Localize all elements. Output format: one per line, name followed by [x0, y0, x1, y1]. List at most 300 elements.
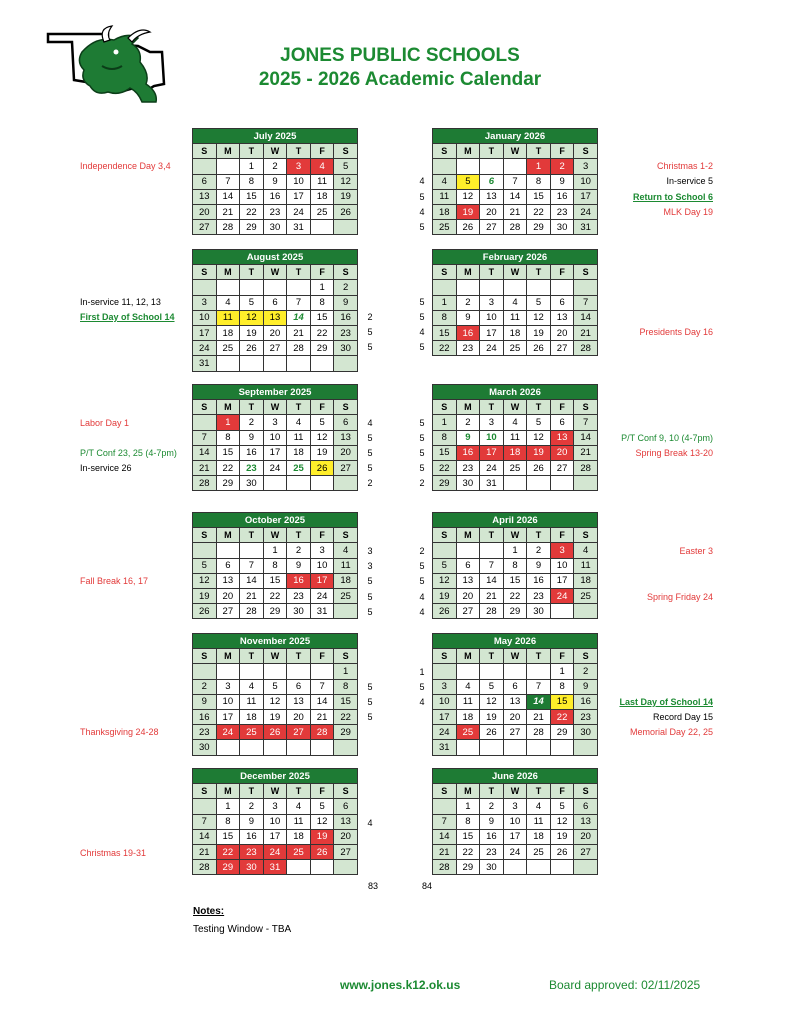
- weekday-header: F: [310, 265, 334, 280]
- week-row: [433, 189, 598, 204]
- right-event-note: Memorial Day 22, 25: [629, 727, 713, 737]
- day-cell: 8: [334, 679, 358, 694]
- day-cell: 10: [550, 558, 574, 573]
- day-cell: 21: [310, 709, 334, 724]
- day-cell: [334, 740, 358, 755]
- day-cell: 28: [310, 725, 334, 740]
- day-cell: 14: [574, 310, 598, 325]
- day-cell: [263, 664, 287, 679]
- weekday-header: M: [456, 144, 480, 159]
- day-cell: 13: [550, 310, 574, 325]
- day-cell: 15: [334, 694, 358, 709]
- right-event-note: Record Day 15: [652, 712, 713, 722]
- left-event-note: Thanksgiving 24-28: [80, 727, 159, 737]
- weekday-header: S: [574, 649, 598, 664]
- second-semester-week-count: 5: [419, 342, 425, 352]
- day-cell: 20: [193, 204, 217, 219]
- weekday-header: T: [480, 784, 504, 799]
- day-cell: [480, 740, 504, 755]
- right-event-note: Last Day of School 14: [619, 697, 713, 707]
- day-cell: 16: [240, 829, 264, 844]
- day-cell: [527, 664, 551, 679]
- day-cell: 14: [480, 573, 504, 588]
- month-calendar: [432, 512, 598, 619]
- day-cell: [216, 356, 240, 371]
- weekday-header: M: [216, 265, 240, 280]
- day-cell: 29: [550, 725, 574, 740]
- weekday-header: F: [310, 400, 334, 415]
- weekday-header: T: [527, 649, 551, 664]
- month-title: March 2026: [433, 385, 598, 400]
- day-cell: 24: [216, 725, 240, 740]
- week-row: [433, 460, 598, 475]
- day-cell: 22: [216, 844, 240, 859]
- day-cell: 29: [456, 860, 480, 875]
- day-cell: 12: [527, 310, 551, 325]
- day-cell: [240, 280, 264, 295]
- right-event-note: MLK Day 19: [663, 207, 713, 217]
- day-cell: 13: [550, 430, 574, 445]
- day-cell: [574, 604, 598, 619]
- day-cell: 3: [216, 679, 240, 694]
- day-cell: [480, 159, 504, 174]
- day-cell: 20: [334, 445, 358, 460]
- day-cell: 3: [193, 295, 217, 310]
- day-cell: 19: [480, 709, 504, 724]
- day-cell: 11: [334, 558, 358, 573]
- day-cell: 12: [240, 310, 264, 325]
- day-cell: 2: [287, 543, 311, 558]
- day-cell: 9: [240, 814, 264, 829]
- week-row: [433, 295, 598, 310]
- weekday-header: W: [263, 784, 287, 799]
- week-row: [193, 725, 358, 740]
- week-row: [433, 325, 598, 340]
- notes-heading: Notes:: [193, 906, 225, 917]
- right-event-note: Christmas 1-2: [656, 161, 713, 171]
- weekday-header: F: [550, 649, 574, 664]
- day-cell: 25: [287, 844, 311, 859]
- day-cell: 12: [310, 430, 334, 445]
- day-cell: 11: [216, 310, 240, 325]
- day-cell: 2: [240, 799, 264, 814]
- day-cell: 7: [527, 679, 551, 694]
- weekday-header: M: [216, 649, 240, 664]
- day-cell: 8: [310, 295, 334, 310]
- day-cell: [310, 220, 334, 235]
- day-cell: [574, 740, 598, 755]
- day-cell: [240, 356, 264, 371]
- day-cell: 28: [433, 860, 457, 875]
- day-cell: 27: [287, 725, 311, 740]
- day-cell: 5: [334, 159, 358, 174]
- first-semester-week-count: 5: [367, 576, 373, 586]
- first-semester-week-count: 5: [367, 682, 373, 692]
- day-cell: 25: [240, 725, 264, 740]
- week-row: [193, 814, 358, 829]
- month-title: October 2025: [193, 513, 358, 528]
- week-row: [433, 476, 598, 491]
- day-cell: 25: [334, 588, 358, 603]
- day-cell: 13: [287, 694, 311, 709]
- day-cell: 4: [503, 415, 527, 430]
- day-cell: 10: [503, 814, 527, 829]
- weekday-header: T: [480, 265, 504, 280]
- day-cell: 2: [456, 415, 480, 430]
- day-cell: 22: [310, 325, 334, 340]
- left-event-note: First Day of School 14: [80, 312, 175, 322]
- day-cell: 18: [574, 573, 598, 588]
- weekday-header: T: [527, 400, 551, 415]
- weekday-header: M: [456, 784, 480, 799]
- day-cell: 24: [263, 844, 287, 859]
- day-cell: 29: [216, 860, 240, 875]
- day-cell: 10: [193, 310, 217, 325]
- day-cell: 17: [193, 325, 217, 340]
- day-cell: 9: [550, 174, 574, 189]
- day-cell: 5: [310, 799, 334, 814]
- day-cell: 1: [527, 159, 551, 174]
- day-cell: 16: [550, 189, 574, 204]
- day-cell: 3: [310, 543, 334, 558]
- weekday-header: W: [263, 400, 287, 415]
- day-cell: 18: [287, 829, 311, 844]
- second-semester-week-count: 4: [419, 207, 425, 217]
- day-cell: 1: [433, 415, 457, 430]
- day-cell: 4: [503, 295, 527, 310]
- page-subtitle: 2025 - 2026 Academic Calendar: [258, 69, 542, 90]
- day-cell: 25: [456, 725, 480, 740]
- first-semester-week-count: 5: [367, 327, 373, 337]
- weekday-header: S: [334, 784, 358, 799]
- week-row: [433, 310, 598, 325]
- day-cell: [287, 280, 311, 295]
- second-semester-week-count: 5: [419, 192, 425, 202]
- day-cell: [527, 740, 551, 755]
- weekday-header: F: [550, 784, 574, 799]
- week-row: [193, 325, 358, 340]
- weekday-header: M: [216, 400, 240, 415]
- first-semester-week-count: 5: [367, 342, 373, 352]
- day-cell: 10: [263, 430, 287, 445]
- weekday-header: W: [263, 649, 287, 664]
- day-cell: 3: [287, 159, 311, 174]
- day-cell: 18: [456, 709, 480, 724]
- day-cell: 22: [456, 844, 480, 859]
- day-cell: 15: [433, 325, 457, 340]
- day-cell: 1: [503, 543, 527, 558]
- week-row: [193, 476, 358, 491]
- day-cell: [216, 543, 240, 558]
- day-cell: 22: [433, 460, 457, 475]
- day-cell: 16: [334, 310, 358, 325]
- day-cell: [550, 604, 574, 619]
- month-calendar: [192, 512, 358, 619]
- left-event-note: In-service 11, 12, 13: [80, 297, 161, 307]
- right-event-note: In-service 5: [666, 176, 713, 186]
- first-semester-week-count: 5: [367, 433, 373, 443]
- day-cell: 6: [550, 295, 574, 310]
- left-event-note: Labor Day 1: [80, 418, 130, 428]
- weekday-header: M: [216, 144, 240, 159]
- first-semester-week-count: 5: [367, 607, 373, 617]
- weekday-header: S: [574, 528, 598, 543]
- day-cell: 17: [574, 189, 598, 204]
- first-semester-week-count: 3: [367, 546, 373, 556]
- day-cell: 22: [527, 204, 551, 219]
- week-row: [193, 604, 358, 619]
- day-cell: 8: [240, 174, 264, 189]
- weekday-header: S: [193, 528, 217, 543]
- week-row: [193, 174, 358, 189]
- day-cell: 30: [334, 341, 358, 356]
- day-cell: [334, 220, 358, 235]
- month-title: January 2026: [433, 129, 598, 144]
- day-cell: 28: [216, 220, 240, 235]
- weekday-header: S: [433, 528, 457, 543]
- day-cell: 10: [216, 694, 240, 709]
- day-cell: 3: [263, 415, 287, 430]
- day-cell: 14: [310, 694, 334, 709]
- day-cell: 17: [216, 709, 240, 724]
- day-cell: 29: [334, 725, 358, 740]
- day-cell: 23: [527, 588, 551, 603]
- day-cell: 24: [287, 204, 311, 219]
- month-calendar: [432, 128, 598, 235]
- day-cell: 21: [574, 325, 598, 340]
- day-cell: 29: [503, 604, 527, 619]
- day-cell: 13: [334, 814, 358, 829]
- day-cell: 7: [193, 430, 217, 445]
- day-cell: 27: [263, 341, 287, 356]
- day-cell: 13: [263, 310, 287, 325]
- first-semester-week-count: 4: [367, 418, 373, 428]
- second-semester-week-count: 5: [419, 222, 425, 232]
- day-cell: 6: [503, 679, 527, 694]
- day-cell: 11: [433, 189, 457, 204]
- day-cell: 19: [310, 445, 334, 460]
- day-cell: 13: [574, 814, 598, 829]
- day-cell: 17: [287, 189, 311, 204]
- day-cell: 15: [527, 189, 551, 204]
- second-semester-week-count: 1: [419, 667, 425, 677]
- day-cell: [433, 799, 457, 814]
- day-cell: 19: [527, 325, 551, 340]
- day-cell: 3: [503, 799, 527, 814]
- second-semester-week-count: 5: [419, 418, 425, 428]
- day-cell: 18: [287, 445, 311, 460]
- day-cell: 16: [574, 694, 598, 709]
- weekday-header: W: [503, 784, 527, 799]
- day-cell: 18: [216, 325, 240, 340]
- day-cell: 19: [310, 829, 334, 844]
- day-cell: 29: [527, 220, 551, 235]
- day-cell: 13: [193, 189, 217, 204]
- weekday-header: F: [550, 265, 574, 280]
- day-cell: 4: [456, 679, 480, 694]
- day-cell: 24: [480, 460, 504, 475]
- week-row: [433, 220, 598, 235]
- weekday-header: S: [433, 784, 457, 799]
- first-semester-week-count: 3: [367, 561, 373, 571]
- first-semester-week-count: 5: [367, 448, 373, 458]
- day-cell: 6: [193, 174, 217, 189]
- week-row: [433, 543, 598, 558]
- weekday-header: W: [263, 528, 287, 543]
- day-cell: 17: [263, 829, 287, 844]
- day-cell: 9: [334, 295, 358, 310]
- day-cell: 3: [550, 543, 574, 558]
- day-cell: 4: [334, 543, 358, 558]
- day-cell: [456, 740, 480, 755]
- second-semester-week-count: 4: [419, 697, 425, 707]
- weekday-header: T: [287, 784, 311, 799]
- left-event-note: Christmas 19-31: [80, 848, 147, 858]
- first-semester-week-count: 5: [367, 697, 373, 707]
- day-cell: 24: [310, 588, 334, 603]
- day-cell: 14: [433, 829, 457, 844]
- footer-website-link[interactable]: www.jones.k12.ok.us: [340, 978, 461, 992]
- day-cell: 7: [503, 174, 527, 189]
- day-cell: 31: [287, 220, 311, 235]
- day-cell: [503, 664, 527, 679]
- day-cell: [433, 159, 457, 174]
- week-row: [193, 588, 358, 603]
- month-title: November 2025: [193, 634, 358, 649]
- day-cell: 17: [503, 829, 527, 844]
- left-event-note: P/T Conf 23, 25 (4-7pm): [80, 448, 177, 458]
- day-cell: 20: [287, 709, 311, 724]
- week-row: [193, 799, 358, 814]
- day-cell: 7: [574, 415, 598, 430]
- weekday-header: W: [263, 144, 287, 159]
- day-cell: 10: [287, 174, 311, 189]
- day-cell: 26: [433, 604, 457, 619]
- weekday-header: W: [503, 528, 527, 543]
- weekday-header: S: [334, 144, 358, 159]
- day-cell: 17: [310, 573, 334, 588]
- day-cell: 15: [216, 445, 240, 460]
- day-cell: [287, 740, 311, 755]
- day-cell: 22: [503, 588, 527, 603]
- month-calendar: [432, 384, 598, 491]
- day-cell: [193, 280, 217, 295]
- day-cell: 15: [240, 189, 264, 204]
- weekday-header: F: [310, 784, 334, 799]
- week-row: [193, 204, 358, 219]
- day-cell: 17: [480, 325, 504, 340]
- day-cell: [527, 280, 551, 295]
- day-cell: 27: [480, 220, 504, 235]
- day-cell: [550, 860, 574, 875]
- day-cell: 9: [456, 310, 480, 325]
- day-cell: 5: [480, 679, 504, 694]
- day-cell: 27: [574, 844, 598, 859]
- day-cell: 8: [263, 558, 287, 573]
- day-cell: [193, 159, 217, 174]
- day-cell: [193, 543, 217, 558]
- week-row: [433, 588, 598, 603]
- day-cell: 23: [550, 204, 574, 219]
- first-semester-week-count: 2: [367, 478, 373, 488]
- week-row: [433, 664, 598, 679]
- day-cell: [503, 280, 527, 295]
- day-cell: 15: [503, 573, 527, 588]
- day-cell: 25: [216, 341, 240, 356]
- day-cell: [310, 740, 334, 755]
- day-cell: [480, 543, 504, 558]
- day-cell: 19: [456, 204, 480, 219]
- day-cell: 30: [456, 476, 480, 491]
- day-cell: [550, 740, 574, 755]
- day-cell: 31: [574, 220, 598, 235]
- day-cell: 29: [216, 476, 240, 491]
- second-semester-week-count: 4: [419, 607, 425, 617]
- week-row: [433, 694, 598, 709]
- day-cell: 16: [456, 445, 480, 460]
- day-cell: 31: [433, 740, 457, 755]
- day-cell: [216, 740, 240, 755]
- day-cell: 26: [456, 220, 480, 235]
- day-cell: 26: [334, 204, 358, 219]
- day-cell: 16: [263, 189, 287, 204]
- day-cell: [334, 356, 358, 371]
- weekday-header: T: [480, 144, 504, 159]
- day-cell: 21: [433, 844, 457, 859]
- day-cell: 16: [480, 829, 504, 844]
- day-cell: [216, 664, 240, 679]
- day-cell: 10: [310, 558, 334, 573]
- day-cell: 25: [433, 220, 457, 235]
- day-cell: 23: [240, 844, 264, 859]
- second-semester-week-count: 5: [419, 463, 425, 473]
- day-cell: 29: [433, 476, 457, 491]
- day-cell: [240, 740, 264, 755]
- day-cell: 5: [193, 558, 217, 573]
- day-cell: 9: [574, 679, 598, 694]
- day-cell: 3: [574, 159, 598, 174]
- day-cell: 23: [263, 204, 287, 219]
- day-cell: 23: [456, 341, 480, 356]
- weekday-header: S: [193, 784, 217, 799]
- day-cell: 1: [433, 295, 457, 310]
- day-cell: 25: [287, 460, 311, 475]
- page-title: JONES PUBLIC SCHOOLS: [280, 45, 520, 66]
- day-cell: 8: [456, 814, 480, 829]
- day-cell: 15: [433, 445, 457, 460]
- day-cell: 27: [193, 220, 217, 235]
- day-cell: [240, 543, 264, 558]
- day-cell: 27: [216, 604, 240, 619]
- day-cell: [263, 476, 287, 491]
- day-cell: 9: [456, 430, 480, 445]
- day-cell: 18: [334, 573, 358, 588]
- day-cell: 16: [287, 573, 311, 588]
- month-title: December 2025: [193, 769, 358, 784]
- day-cell: 22: [216, 460, 240, 475]
- month-title: May 2026: [433, 634, 598, 649]
- day-cell: 26: [193, 604, 217, 619]
- day-cell: [193, 799, 217, 814]
- weekday-header: S: [574, 400, 598, 415]
- weekday-header: T: [240, 144, 264, 159]
- day-cell: 30: [240, 476, 264, 491]
- footer-board-approved: Board approved: 02/11/2025: [549, 978, 701, 992]
- day-cell: 23: [574, 709, 598, 724]
- weekday-header: S: [433, 400, 457, 415]
- month-calendar: [192, 768, 358, 875]
- weekday-header: T: [287, 265, 311, 280]
